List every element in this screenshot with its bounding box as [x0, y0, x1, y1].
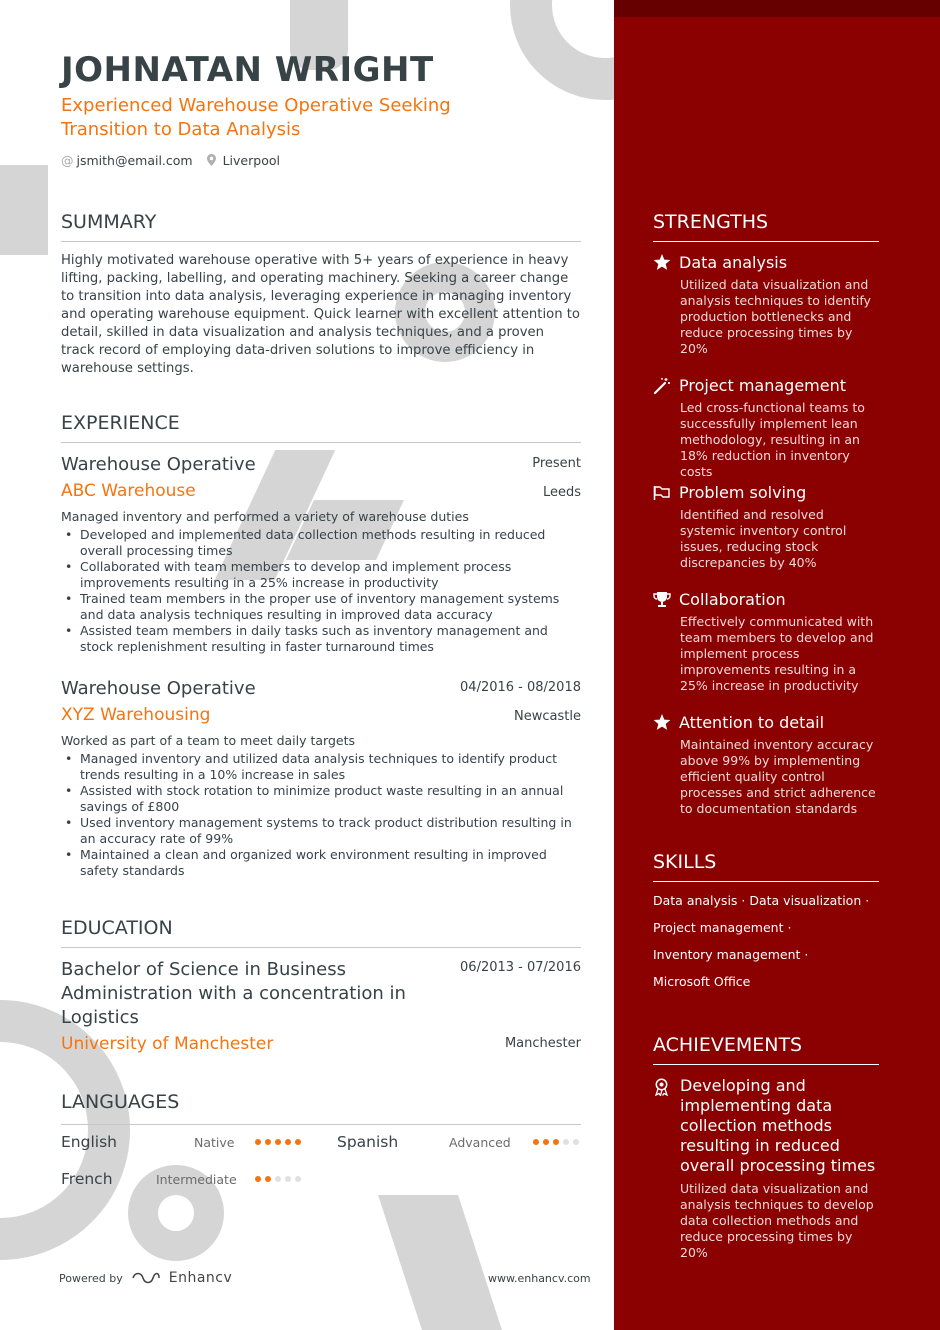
- rating-dot-filled: [285, 1139, 291, 1145]
- job-bullet: • Assisted team members in daily tasks such as inventory management and stock replenishment resulting in faster turnaround times: [61, 623, 581, 655]
- language-level: Advanced: [449, 1135, 511, 1150]
- language-name: French: [61, 1170, 113, 1188]
- magic-wand-icon: [653, 377, 671, 395]
- experience-entry: [61, 678, 581, 879]
- footer-powered-by: [59, 1270, 232, 1286]
- job-bullet: • Managed inventory and utilized data analysis techniques to identify product trends resulting in a 10% increase in sales: [61, 751, 581, 783]
- language-rating: [255, 1139, 301, 1145]
- job-company: XYZ Warehousing: [61, 705, 211, 725]
- rating-dot-filled: [295, 1139, 301, 1145]
- location-pin-icon: [207, 153, 220, 168]
- language-level: Native: [194, 1135, 235, 1150]
- rating-dot-filled: [533, 1139, 539, 1145]
- rating-dot-empty: [573, 1139, 579, 1145]
- language-name: Spanish: [337, 1133, 399, 1151]
- job-title: Warehouse Operative: [61, 454, 256, 475]
- award-icon: [653, 1078, 670, 1096]
- rating-dot-filled: [255, 1176, 261, 1182]
- strength-description: Utilized data visualization and analysis techniques to identify production bottlenecks and reduce processing times by 20%: [680, 277, 871, 356]
- strength-description: Effectively communicated with team members to develop and implement process improvements resulting in a 25% increase in productivity: [680, 614, 874, 693]
- strength-item: [653, 713, 879, 817]
- summary-text: Highly motivated warehouse operative with 5+ years of experience in heavy lifting, packing, labelling, and operating machinery. Seeking a career change to transition into data analysis, leveraging experience in managing inventory and operating warehouse equipment. Quick learner with excellent attention to detail, skilled in data visualization and analysis techniques, and a proven track record of employing data-driven solutions to improve efficiency in warehouse settings.: [61, 253, 580, 376]
- job-date: Present: [532, 456, 581, 471]
- rating-dot-filled: [553, 1139, 559, 1145]
- rating-dot-empty: [295, 1176, 301, 1182]
- candidate-name: JOHNATAN WRIGHT: [61, 50, 434, 90]
- language-rating: [533, 1139, 579, 1145]
- contact-info: [61, 153, 280, 168]
- education-degree: Bachelor of Science in Business Administration with a concentration in Logistics: [61, 959, 406, 1028]
- rating-dot-filled: [543, 1139, 549, 1145]
- job-bullets: [61, 751, 581, 879]
- contact-email[interactable]: [61, 153, 193, 168]
- job-description: Managed inventory and performed a variety of warehouse duties: [61, 509, 469, 524]
- sidebar-top-band: [614, 0, 940, 17]
- skill-line: Microsoft Office: [653, 974, 751, 989]
- decorative-shape: [0, 165, 48, 255]
- strength-title: Problem solving: [679, 483, 807, 502]
- skill-line: Project management ·: [653, 920, 792, 935]
- strength-title: Collaboration: [679, 590, 786, 609]
- job-bullet: • Collaborated with team members to develop and implement process improvements resulting in a 25% increase in productivity: [61, 559, 581, 591]
- summary-heading: SUMMARY: [61, 211, 581, 242]
- job-bullet: • Developed and implemented data collection methods resulting in reduced overall processing times: [61, 527, 581, 559]
- flag-icon: [653, 485, 671, 501]
- experience-entry: [61, 454, 581, 655]
- decorative-shape: [378, 1195, 502, 1330]
- strength-item: [653, 376, 879, 480]
- job-company: ABC Warehouse: [61, 481, 196, 501]
- star-icon: [653, 714, 671, 731]
- decorative-shape: [510, 0, 614, 100]
- strength-description: Identified and resolved systemic inventory control issues, reducing stock discrepancies by 40%: [680, 507, 847, 570]
- strength-title: Attention to detail: [679, 713, 825, 732]
- job-location: Newcastle: [514, 709, 581, 724]
- achievements-heading: ACHIEVEMENTS: [653, 1034, 879, 1065]
- strength-description: Maintained inventory accuracy above 99% by implementing efficient quality control processes and strict adherence to documentation standards: [680, 737, 876, 816]
- location-text: Liverpool: [222, 153, 280, 168]
- rating-dot-filled: [255, 1139, 261, 1145]
- powered-by-label: Powered by: [59, 1271, 123, 1285]
- rating-dot-empty: [285, 1176, 291, 1182]
- strengths-heading: STRENGTHS: [653, 211, 879, 242]
- language-rating: [255, 1176, 301, 1182]
- sidebar: [614, 0, 940, 1330]
- language-level: Intermediate: [156, 1172, 237, 1187]
- education-heading: EDUCATION: [61, 917, 581, 948]
- strength-item: [653, 253, 879, 357]
- trophy-icon: [653, 591, 671, 608]
- education-school: University of Manchester: [61, 1034, 274, 1054]
- email-text: jsmith@email.com: [76, 153, 193, 168]
- job-bullet: • Assisted with stock rotation to minimize product waste resulting in an annual savings of £800: [61, 783, 581, 815]
- job-description: Worked as part of a team to meet daily targets: [61, 733, 356, 748]
- job-bullet: • Used inventory management systems to track product distribution resulting in an accuracy rate of 99%: [61, 815, 581, 847]
- strength-description: Led cross-functional teams to successfully implement lean methodology, resulting in an 18% reduction in inventory costs: [680, 400, 865, 479]
- job-bullets: [61, 527, 581, 655]
- skill-line: Data analysis · Data visualization ·: [653, 893, 870, 908]
- footer-url[interactable]: www.enhancv.com: [488, 1272, 591, 1285]
- job-date: 04/2016 - 08/2018: [460, 680, 581, 695]
- contact-location: [207, 153, 280, 168]
- at-sign-icon: @: [61, 153, 74, 168]
- achievement-item: [653, 1076, 879, 1261]
- strength-item: [653, 483, 879, 571]
- experience-heading: EXPERIENCE: [61, 412, 581, 443]
- strength-title: Project management: [679, 376, 847, 395]
- rating-dot-empty: [275, 1176, 281, 1182]
- languages-heading: LANGUAGES: [61, 1091, 180, 1113]
- job-bullet: • Maintained a clean and organized work environment resulting in improved safety standards: [61, 847, 581, 879]
- strength-item: [653, 590, 879, 694]
- job-location: Leeds: [542, 485, 581, 500]
- rating-dot-filled: [275, 1139, 281, 1145]
- skill-line: Inventory management ·: [653, 947, 809, 962]
- achievement-description: Utilized data visualization and analysis techniques to develop data collection methods and reduce processing times by 20%: [680, 1181, 874, 1260]
- rating-dot-filled: [265, 1139, 271, 1145]
- enhancv-logo-icon: [131, 1271, 161, 1285]
- job-bullet: • Trained team members in the proper use of inventory management systems and data analysis techniques resulting in improved data accuracy: [61, 591, 581, 623]
- education-date: 06/2013 - 07/2016: [460, 960, 581, 975]
- candidate-tagline: Experienced Warehouse Operative Seeking Transition to Data Analysis: [61, 95, 451, 140]
- star-icon: [653, 254, 671, 271]
- rating-dot-empty: [563, 1139, 569, 1145]
- brand-name[interactable]: Enhancv: [168, 1270, 233, 1286]
- strength-title: Data analysis: [679, 253, 788, 272]
- languages-divider: [61, 1124, 581, 1125]
- achievement-title: Developing and implementing data collection methods resulting in reduced overall processing times: [680, 1076, 876, 1175]
- rating-dot-filled: [265, 1176, 271, 1182]
- education-location: Manchester: [504, 1036, 581, 1051]
- language-name: English: [61, 1133, 117, 1151]
- education-entry: [61, 958, 581, 1054]
- job-title: Warehouse Operative: [61, 678, 256, 699]
- skills-heading: SKILLS: [653, 851, 879, 882]
